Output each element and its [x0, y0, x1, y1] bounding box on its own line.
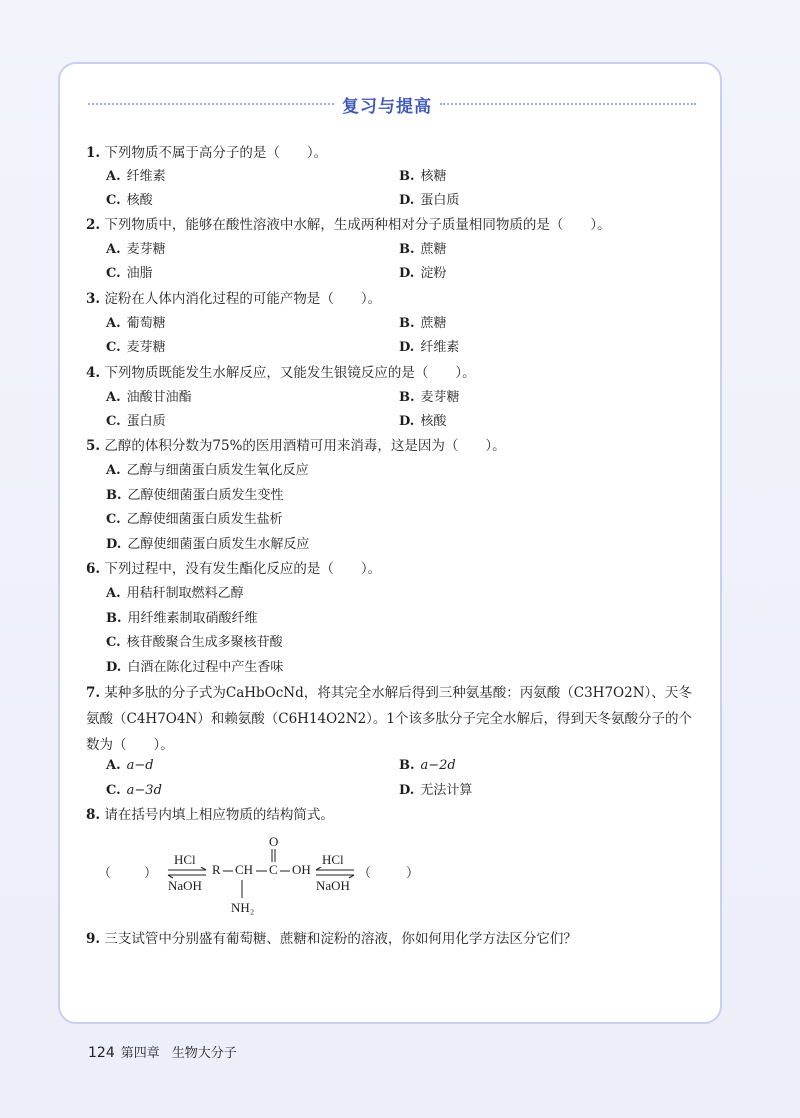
question-9	[86, 930, 577, 948]
option-text: 蔗糖	[420, 242, 447, 257]
double-bond-c-o	[269, 848, 279, 864]
atom-oh: OH	[292, 862, 311, 877]
q3-option-b	[399, 315, 447, 333]
question-number: 2.	[86, 217, 101, 233]
atom-c: C	[269, 862, 278, 877]
reagent-hcl-left: HCl	[174, 852, 196, 867]
bond-ch-nh2	[239, 879, 245, 899]
option-text: 核糖	[420, 169, 447, 184]
option-letter: D.	[106, 537, 122, 552]
question-7	[86, 680, 698, 758]
question-3	[86, 290, 381, 308]
q1-option-d	[399, 192, 459, 210]
q5-option-b	[106, 487, 284, 505]
question-text: 某种多肽的分子式为CaHbOcNd，将其完全水解后得到三种氨基酸：丙氨酸（C3H7O2N）、天冬氨酸（C4H7O4N）和赖氨酸（C6H14O2N2）。1个该多肽分子完全水解后，得到天冬氨酸分子的个数为（ ）。	[86, 685, 693, 753]
option-text: a−3d	[126, 783, 162, 798]
blank-open-left: （	[98, 865, 112, 880]
option-text: 麦芽糖	[420, 390, 460, 405]
blank-close-left: ）	[144, 865, 158, 880]
option-letter: D.	[399, 193, 415, 208]
q1-option-a	[106, 168, 166, 186]
option-letter: C.	[106, 783, 121, 798]
option-text: 乙醇使细菌蛋白质发生变性	[127, 488, 284, 503]
blank-close-right: ）	[406, 865, 420, 880]
question-text: 乙醇的体积分数为75%的医用酒精可用来消毒，这是因为（ ）。	[104, 438, 506, 454]
option-text: 蛋白质	[126, 414, 166, 429]
q3-option-c	[106, 339, 166, 357]
q3-option-d	[399, 339, 459, 357]
option-text: 纤维素	[420, 340, 460, 355]
option-letter: C.	[106, 340, 121, 355]
question-number: 8.	[86, 807, 101, 823]
option-letter: B.	[106, 611, 122, 626]
option-letter: D.	[399, 783, 415, 798]
option-letter: A.	[106, 316, 121, 331]
option-letter: B.	[399, 390, 415, 405]
question-number: 9.	[86, 931, 101, 947]
option-text: 乙醇使细菌蛋白质发生水解反应	[127, 537, 310, 552]
section-header	[88, 92, 696, 116]
reagent-naoh-right: NaOH	[316, 878, 350, 893]
question-text: 下列过程中，没有发生酯化反应的是（ ）。	[104, 561, 382, 577]
option-text: 油酸甘油酯	[126, 390, 192, 405]
question-2	[86, 216, 611, 234]
question-number: 3.	[86, 291, 101, 307]
option-text: 淀粉	[420, 266, 447, 281]
q1-option-b	[399, 168, 447, 186]
option-letter: A.	[106, 169, 121, 184]
blank-open-right: （	[358, 865, 372, 880]
q4-option-a	[106, 389, 192, 407]
question-text: 下列物质中，能够在酸性溶液中水解，生成两种相对分子质量相同物质的是（ ）。	[104, 217, 611, 233]
q2-option-a	[106, 241, 166, 259]
option-text: 纤维素	[126, 169, 166, 184]
question-8	[86, 806, 334, 824]
q7-option-d	[399, 782, 472, 800]
q4-option-d	[399, 413, 446, 431]
q5-option-d	[106, 536, 309, 554]
option-letter: C.	[106, 193, 121, 208]
option-letter: D.	[106, 660, 122, 675]
option-letter: B.	[399, 758, 415, 773]
q7-option-b	[399, 757, 456, 775]
section-title: 复习与提高	[342, 97, 432, 117]
option-text: a−d	[126, 758, 154, 773]
option-letter: B.	[399, 242, 415, 257]
q2-option-c	[106, 265, 153, 283]
header-dotted-line-left	[88, 103, 334, 105]
option-letter: B.	[399, 316, 415, 331]
q7-option-c	[106, 782, 162, 800]
option-letter: C.	[106, 635, 121, 650]
atom-o: O	[269, 834, 279, 849]
question-number: 5.	[86, 438, 101, 454]
atom-ch: CH	[235, 862, 254, 877]
option-letter: B.	[106, 488, 122, 503]
option-letter: A.	[106, 463, 121, 478]
option-text: 葡萄糖	[126, 316, 166, 331]
q6-option-b	[106, 610, 258, 628]
option-letter: C.	[106, 512, 121, 527]
question-6	[86, 560, 381, 578]
option-letter: D.	[399, 340, 415, 355]
option-letter: A.	[106, 242, 121, 257]
chapter-title: 生物大分子	[171, 1046, 237, 1061]
reagent-hcl-right: HCl	[322, 852, 344, 867]
option-letter: B.	[399, 169, 415, 184]
option-text: 麦芽糖	[126, 340, 166, 355]
option-letter: D.	[399, 266, 415, 281]
option-text: 蔗糖	[420, 316, 447, 331]
q6-option-c	[106, 634, 283, 652]
q4-option-b	[399, 389, 460, 407]
q2-option-d	[399, 265, 446, 283]
bond-r-ch	[222, 869, 234, 873]
option-text: 核酸	[126, 193, 153, 208]
option-text: 白酒在陈化过程中产生香味	[127, 660, 284, 675]
option-text: 蛋白质	[420, 193, 460, 208]
header-dotted-line-right	[440, 103, 696, 105]
question-number: 1.	[86, 145, 101, 161]
chapter-label: 第四章	[120, 1046, 160, 1061]
q1-option-c	[106, 192, 153, 210]
question-5	[86, 437, 506, 455]
q5-option-a	[106, 462, 309, 480]
option-letter: A.	[106, 390, 121, 405]
q4-option-c	[106, 413, 166, 431]
option-text: 核苷酸聚合生成多聚核苷酸	[126, 635, 283, 650]
bond-ch-c	[255, 869, 268, 873]
option-text: 用纤维素制取硝酸纤维	[127, 611, 258, 626]
q6-option-d	[106, 659, 283, 677]
question-text: 下列物质既能发生水解反应，又能发生银镜反应的是（ ）。	[104, 365, 476, 381]
page-footer	[88, 1042, 237, 1061]
question-text: 下列物质不属于高分子的是（ ）。	[104, 145, 328, 161]
option-letter: C.	[106, 414, 121, 429]
bond-c-oh	[279, 869, 291, 873]
q2-option-b	[399, 241, 447, 259]
atom-nh2: NH₂	[231, 900, 255, 915]
question-number: 7.	[86, 685, 101, 701]
option-text: 无法计算	[420, 783, 473, 798]
q3-option-a	[106, 315, 166, 333]
option-text: 乙醇使细菌蛋白质发生盐析	[126, 512, 283, 527]
q7-option-a	[106, 757, 154, 775]
atom-r: R	[212, 862, 221, 877]
option-text: 核酸	[420, 414, 447, 429]
question-1	[86, 144, 327, 162]
question-4	[86, 364, 476, 382]
question-text: 请在括号内填上相应物质的结构简式。	[104, 807, 334, 823]
option-text: 油脂	[126, 266, 153, 281]
option-letter: A.	[106, 586, 121, 601]
option-text: 麦芽糖	[126, 242, 166, 257]
option-letter: D.	[399, 414, 415, 429]
option-text: a−2d	[420, 758, 456, 773]
amino-acid-formula	[96, 836, 456, 920]
option-letter: A.	[106, 758, 121, 773]
question-number: 6.	[86, 561, 101, 577]
page-number: 124	[88, 1045, 115, 1061]
option-letter: C.	[106, 266, 121, 281]
question-text: 三支试管中分别盛有葡萄糖、蔗糖和淀粉的溶液，你如何用化学方法区分它们？	[104, 931, 577, 947]
option-text: 乙醇与细菌蛋白质发生氧化反应	[126, 463, 309, 478]
reagent-naoh-left: NaOH	[168, 878, 202, 893]
question-text: 淀粉在人体内消化过程的可能产物是（ ）。	[104, 291, 382, 307]
q5-option-c	[106, 511, 283, 529]
option-text: 用秸秆制取燃料乙醇	[126, 586, 244, 601]
question-number: 4.	[86, 365, 101, 381]
q6-option-a	[106, 585, 244, 603]
